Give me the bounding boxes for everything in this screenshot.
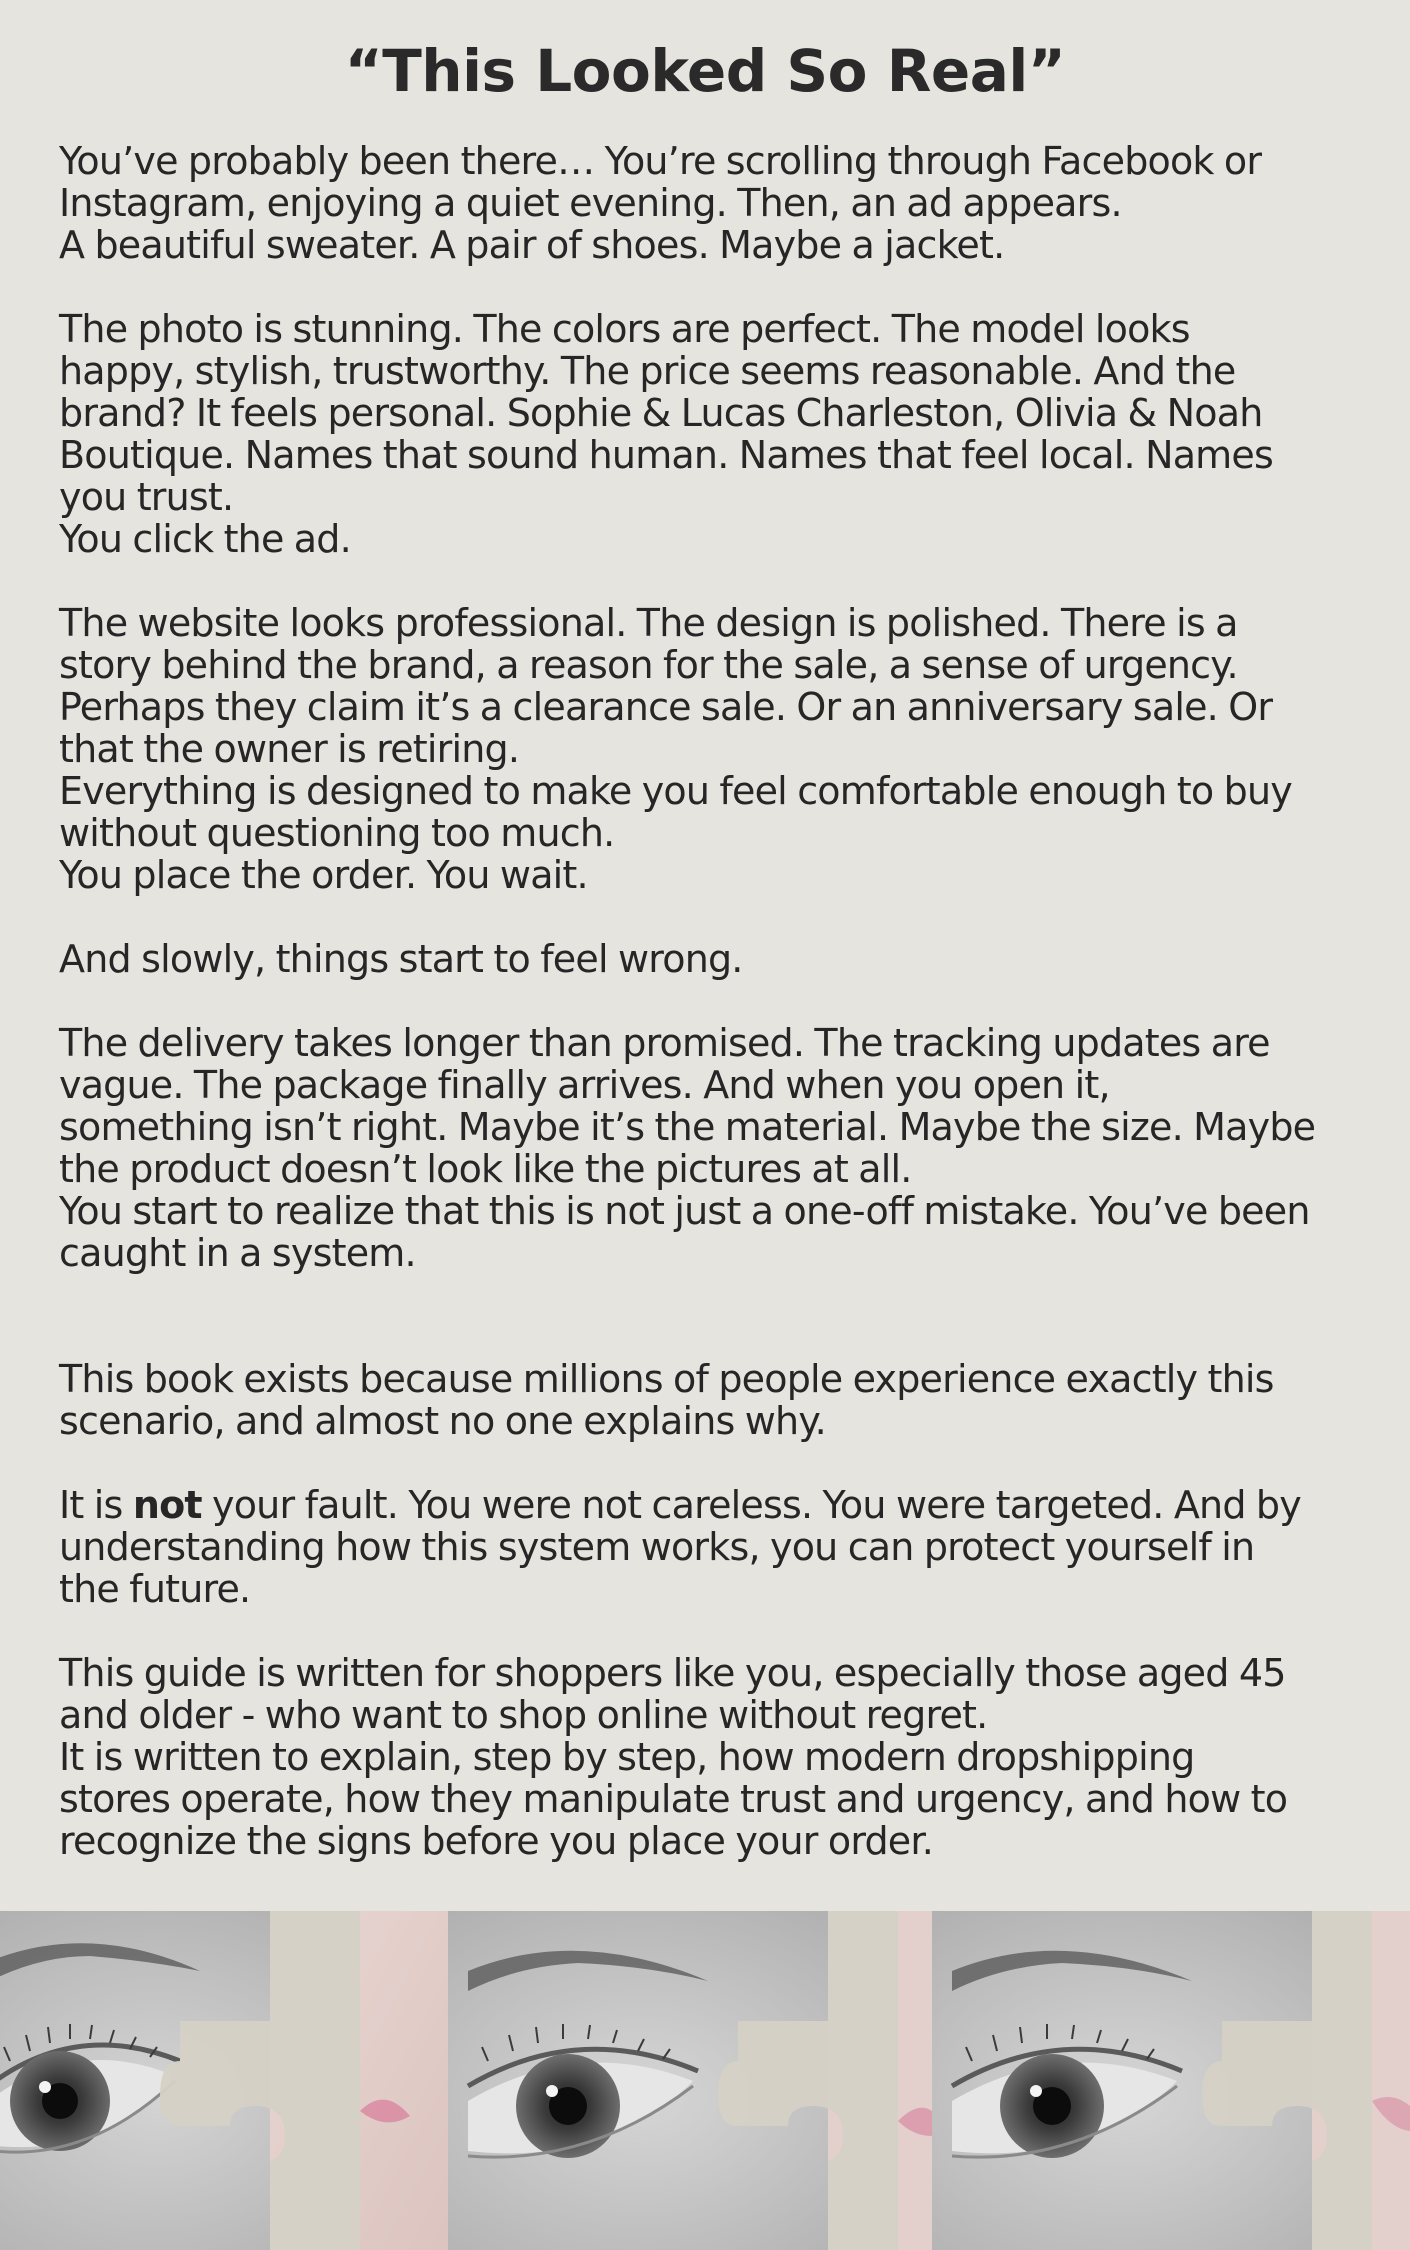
paragraph-book-exists: This book exists because millions of people experience exactly this scenario, and almost no one explains why. — [59, 1357, 1274, 1443]
paragraph-closing: This guide is written for shoppers like you, especially those aged 45 and older - who want to shop online without regret. It is written to explain, step by step, how modern dropshipping stores operate, how they manipulate trust and urgency, and how to recognize the signs before you place your order. — [59, 1651, 1288, 1863]
page-title: “This Looked So Real” — [344, 37, 1066, 105]
paragraph-photo: The photo is stunning. The colors are perfect. The model looks happy, stylish, trustworthy. The price seems reasonable. And the brand? It feels personal. Sophie & Lucas Charleston, Olivia & Noah Boutique. Names that sound human. Names that feel local. Names you trust. You click the ad. — [59, 307, 1273, 561]
paragraph-intro: You’ve probably been there… You’re scrolling through Facebook or Instagram, enjoying a quiet evening. Then, an ad appears. A beautiful sweater. A pair of shoes. Maybe a jacket. — [59, 139, 1262, 267]
eye-puzzle-image — [932, 1911, 1410, 2250]
paragraph-website: The website looks professional. The design is polished. There is a story behind the brand, a reason for the sale, a sense of urgency. Perhaps they claim it’s a clearance sale. Or an anniversary sale. Or that the owner is retiring. Everything is designed to make you feel comfortable enough to buy without questioning too much. You place the order. You wait. — [59, 601, 1292, 897]
fault-before: It is — [59, 1483, 133, 1527]
fault-after: your fault. You were not careless. You were targeted. And by understanding how this system works, you can protect yourself in the future. — [59, 1483, 1301, 1611]
eye-puzzle-image — [0, 1911, 448, 2250]
paragraph-wrong: And slowly, things start to feel wrong. — [59, 937, 743, 981]
eye-puzzle-image-strip — [0, 1911, 1410, 2250]
fault-bold: not — [132, 1483, 202, 1527]
eye-puzzle-image — [448, 1911, 932, 2250]
body-text — [59, 140, 1379, 1862]
paragraph-delivery: The delivery takes longer than promised. The tracking updates are vague. The package finally arrives. And when you open it, something isn’t right. Maybe it’s the material. Maybe the size. Maybe the product doesn’t look like the pictures at all. You start to realize that this is not just a one-off mistake. You’ve been caught in a system. — [59, 1021, 1316, 1275]
paragraph-fault — [59, 1484, 1379, 1610]
